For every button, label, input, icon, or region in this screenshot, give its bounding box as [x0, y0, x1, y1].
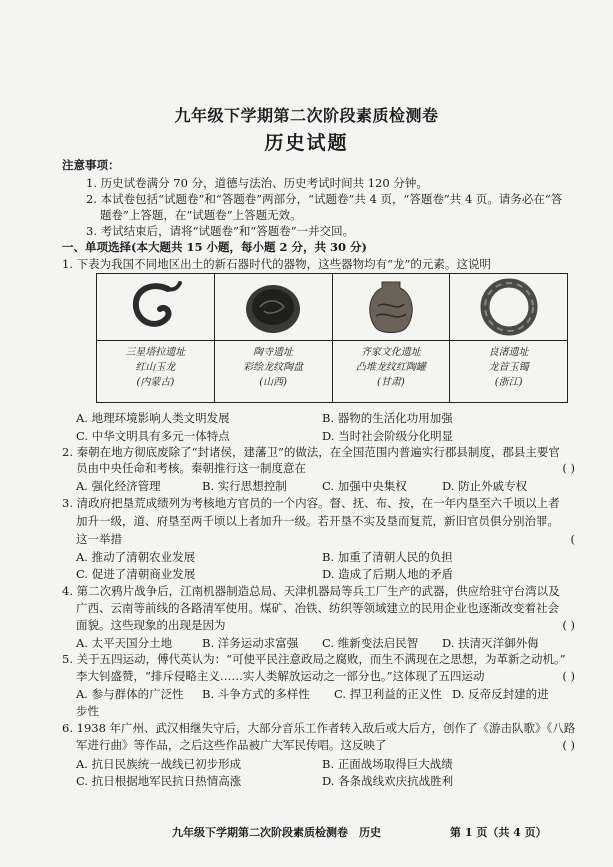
- q3-option-c[interactable]: C. 促进了清朝商业发展: [76, 567, 196, 581]
- artifact-region: (内蒙古): [136, 377, 175, 388]
- artifact-site: 良渚遗址: [488, 347, 529, 358]
- artifact-name: 彩绘龙纹陶盘: [243, 362, 304, 373]
- question-6-line: 6. 1938 年广州、武汉相继失守后，大部分音乐工作者转入敌后或大后方，创作了《游击队歌》《八路: [62, 721, 576, 735]
- question-4-line: 4. 第二次鸦片战争后，江南机器制造总局、天津机器局等兵工厂生产的武器，供应给驻守台湾以及: [62, 584, 560, 598]
- artifact-region: (浙江): [494, 377, 523, 388]
- question-5-line: 李大钊盛赞，“排斥侵略主义……实人类解放运动之一部分也。”这体现了五四运动: [76, 669, 485, 683]
- question-1-stem: 1. 下表为我国不同地区出土的新石器时代的器物，这些器物均有“龙”的元素。这说明: [62, 257, 491, 271]
- artifact-cell: [97, 274, 215, 403]
- q5-option-b[interactable]: B. 斗争方式的多样性: [202, 687, 310, 701]
- q3-option-a[interactable]: A. 推动了清朝农业发展: [76, 550, 196, 564]
- q2-option-a[interactable]: A. 强化经济管理: [76, 479, 161, 493]
- q2-option-c[interactable]: C. 加强中央集权: [322, 479, 407, 493]
- answer-blank[interactable]: (: [570, 532, 575, 546]
- artifact-name: 凸堆龙纹红陶罐: [355, 362, 426, 373]
- q4-option-c[interactable]: C. 维新变法启民智: [322, 636, 419, 650]
- q2-option-d[interactable]: D. 防止外戚专权: [442, 479, 528, 493]
- answer-blank[interactable]: ( ): [562, 669, 575, 683]
- artifact-site: 三星塔拉遗址: [125, 347, 186, 358]
- artifact-cell: [214, 274, 332, 403]
- answer-blank[interactable]: ( ): [562, 618, 575, 632]
- question-3-line: 加升一级，道、府垦至两千顷以上者加升一级。若开垦不实及垦而复荒，新旧官员俱分别治罪。: [76, 514, 559, 528]
- exam-title: 九年级下学期第二次阶段素质检测卷: [174, 106, 439, 125]
- q4-option-a[interactable]: A. 太平天国分土地: [76, 636, 173, 650]
- q5-option-c[interactable]: C. 捍卫利益的正义性: [334, 687, 442, 701]
- question-6-line: 军进行曲》等作品，之后这些作品被广大军民传唱。这反映了: [76, 738, 387, 752]
- note-item: 2. 本试卷包括“试题卷”和“答题卷”两部分，“试题卷”共 4 页，“答题卷”共 4 页。请务必在“答: [86, 192, 563, 206]
- subject-title: 历史试题: [264, 132, 349, 154]
- section-heading: 一、单项选择(本大题共 15 小题，每小题 2 分，共 30 分): [62, 240, 367, 254]
- artifact-cell: [332, 274, 450, 403]
- page-number: 第 1 页（共 4 页）: [450, 826, 547, 839]
- q1-option-c[interactable]: C. 中华文明具有多元一体特点: [76, 429, 230, 443]
- question-3-line: 3. 清政府把垦荒成绩列为考核地方官员的一个内容。督、抚、布、按，在一年内垦至六千顷以上者: [62, 496, 560, 510]
- artifact-site: 齐家文化遗址: [360, 347, 421, 358]
- q1-option-a[interactable]: A. 地理环境影响人类文明发展: [76, 411, 230, 425]
- note-item: 题卷”上答题，在“试题卷”上答题无效。: [100, 208, 302, 222]
- q2-option-b[interactable]: B. 实行思想控制: [202, 479, 287, 493]
- question-3-line: 这一举措: [76, 532, 122, 546]
- artifact-site: 陶寺遗址: [253, 347, 294, 358]
- question-4-line: 面貌。这些现象的出现是因为: [76, 618, 226, 632]
- q6-option-c[interactable]: C. 抗日根据地军民抗日热情高涨: [76, 774, 242, 788]
- jade-bracelet-icon: [474, 277, 544, 337]
- question-2-line: 员由中央任命和考核。秦朝推行这一制度意在: [76, 461, 306, 475]
- artifact-name: 红山玉龙: [135, 362, 176, 373]
- q5-option-a[interactable]: A. 参与群体的广泛性: [76, 687, 184, 701]
- artifact-cell: [450, 274, 568, 403]
- answer-blank[interactable]: ( ): [562, 738, 575, 752]
- q3-option-d[interactable]: D. 造成了后期人地的矛盾: [322, 567, 454, 581]
- note-item: 3. 考试结束后，请将“试题卷”和“答题卷”一并交回。: [86, 224, 355, 238]
- q1-option-d[interactable]: D. 当时社会阶级分化明显: [322, 429, 454, 443]
- q5-option-d-wrap: 步性: [76, 704, 99, 718]
- painted-plate-icon: [238, 277, 308, 337]
- artifact-name: 龙首玉镯: [488, 362, 529, 373]
- q5-option-d[interactable]: D. 反帝反封建的进: [452, 687, 549, 701]
- pottery-jar-icon: [356, 276, 426, 338]
- q6-option-a[interactable]: A. 抗日民族统一战线已初步形成: [76, 757, 242, 771]
- q3-option-b[interactable]: B. 加重了清朝人民的负担: [322, 550, 453, 564]
- artifact-region: (甘肃): [376, 377, 405, 388]
- question-2-line: 2. 秦朝在地方彻底废除了“封诸侯，建藩卫”的做法，在全国范围内普遍实行郡县制度，郡县主要官: [62, 445, 560, 459]
- jade-dragon-icon: [120, 277, 190, 337]
- artifact-region: (山西): [259, 377, 288, 388]
- q6-option-b[interactable]: B. 正面战场取得巨大战绩: [322, 757, 453, 771]
- q4-option-d[interactable]: D. 扶清灭洋御外侮: [442, 636, 539, 650]
- q4-option-b[interactable]: B. 洋务运动求富强: [202, 636, 299, 650]
- note-item: 1. 历史试卷满分 70 分，道德与法治、历史考试时间共 120 分钟。: [86, 176, 428, 190]
- q1-option-b[interactable]: B. 器物的生活化功用加强: [322, 411, 453, 425]
- answer-blank[interactable]: ( ): [562, 461, 575, 475]
- artifact-table: [96, 273, 568, 403]
- question-4-line: 广西、云南等前线的各路清军使用。煤矿、冶铁、纺织等领域建立的民用企业也逐渐改变着社会: [76, 601, 559, 615]
- question-5-line: 5. 关于五四运动，傅代英认为：“可使平民注意政局之腐败，而生不满现在之思想，为革新之动机。”: [62, 652, 566, 666]
- q6-option-d[interactable]: D. 各条战线欢庆抗战胜利: [322, 774, 454, 788]
- notes-heading: 注意事项：: [62, 158, 120, 172]
- footer-title: 九年级下学期第二次阶段素质检测卷 历史: [172, 826, 381, 839]
